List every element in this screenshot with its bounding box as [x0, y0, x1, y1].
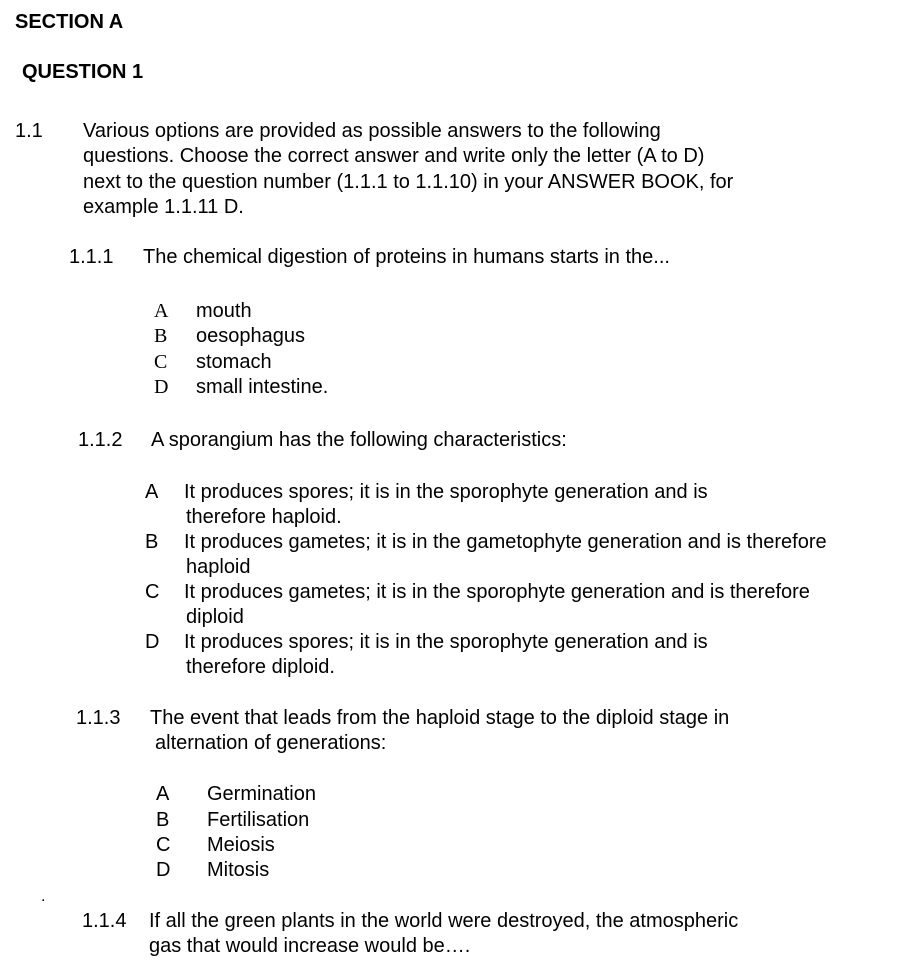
- question-text-1-1-4: If all the green plants in the world were destroyed, the atmospheric: [149, 910, 739, 932]
- option-letter: D: [145, 631, 160, 653]
- option-letter: B: [154, 325, 168, 347]
- instruction-paragraph: [83, 119, 733, 220]
- option-text: therefore haploid.: [186, 506, 342, 528]
- question-text-1-1-2: A sporangium has the following characteristics:: [151, 429, 567, 451]
- stray-mark: .: [41, 888, 46, 905]
- question-number-1-1-2: 1.1.2: [78, 429, 123, 451]
- question-text-1-1-3: The event that leads from the haploid stage to the diploid stage in: [150, 707, 730, 729]
- option-text: It produces gametes; it is in the sporophyte generation and is therefore: [184, 581, 810, 603]
- option-text: Germination: [207, 783, 316, 805]
- option-text: It produces gametes; it is in the gametophyte generation and is therefore: [184, 531, 827, 553]
- option-text: haploid: [186, 556, 251, 578]
- instruction-line: example 1.1.11 D.: [83, 195, 244, 218]
- instruction-line: questions. Choose the correct answer and write only the letter (A to D): [83, 145, 705, 168]
- option-letter: C: [145, 581, 160, 603]
- option-text: mouth: [196, 300, 252, 322]
- option-text: therefore diploid.: [186, 656, 335, 678]
- option-text: Mitosis: [207, 859, 270, 881]
- option-text: small intestine.: [196, 376, 329, 398]
- question-number-1-1: 1.1: [15, 120, 43, 142]
- question-text-1-1-1: The chemical digestion of proteins in humans starts in the...: [143, 246, 670, 268]
- instruction-line: Various options are provided as possible answers to the following: [83, 120, 661, 142]
- option-text: Fertilisation: [207, 809, 310, 831]
- option-text: oesophagus: [196, 325, 305, 347]
- instruction-line: next to the question number (1.1.1 to 1.1.10) in your ANSWER BOOK, for: [83, 170, 734, 193]
- option-text: diploid: [186, 606, 244, 628]
- option-text: It produces spores; it is in the sporophyte generation and is: [184, 631, 708, 653]
- option-letter: A: [145, 481, 159, 503]
- question-text-1-1-3: alternation of generations:: [155, 732, 387, 754]
- option-letter: B: [156, 809, 170, 831]
- question-title: QUESTION 1: [22, 61, 144, 83]
- option-letter: A: [156, 783, 170, 805]
- option-text: Meiosis: [207, 834, 275, 856]
- option-letter: A: [154, 300, 169, 322]
- option-letter: B: [145, 531, 159, 553]
- question-number-1-1-1: 1.1.1: [69, 246, 114, 268]
- section-title: SECTION A: [15, 11, 124, 33]
- question-number-1-1-3: 1.1.3: [76, 707, 121, 729]
- option-text: It produces spores; it is in the sporophyte generation and is: [184, 481, 708, 503]
- option-letter: D: [156, 859, 171, 881]
- option-text: stomach: [196, 351, 272, 373]
- option-letter: D: [154, 376, 169, 398]
- option-letter: C: [154, 351, 168, 373]
- question-number-1-1-4: 1.1.4: [82, 910, 127, 932]
- option-letter: C: [156, 834, 171, 856]
- question-text-1-1-4: gas that would increase would be….: [149, 935, 471, 957]
